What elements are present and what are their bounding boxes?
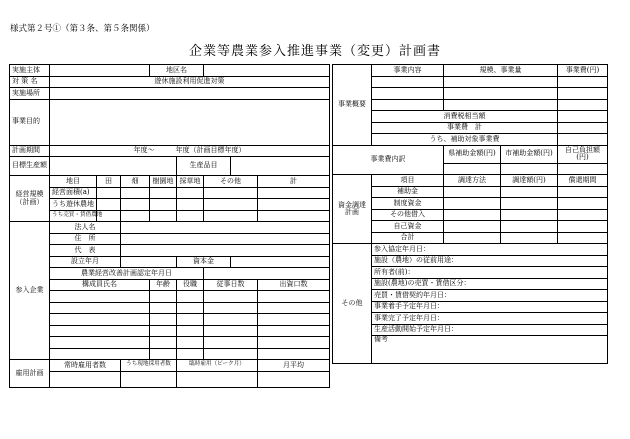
land-cell[interactable] bbox=[177, 199, 204, 211]
other-item[interactable]: 事業着手予定年月日： bbox=[372, 301, 608, 313]
gaiyo-cell[interactable] bbox=[558, 99, 608, 111]
member-cell[interactable] bbox=[50, 348, 150, 360]
label-keiei-kibo: 経営規模（計画） bbox=[10, 176, 50, 222]
field-kaizen-nintei[interactable] bbox=[204, 268, 330, 280]
page-title: 企業等農業参入推進事業（変更）計画書 bbox=[188, 44, 441, 59]
fund-header-houhou: 調達方法 bbox=[444, 175, 501, 187]
koyo-header-rinji: 臨時雇用（ピーク月） bbox=[177, 360, 258, 372]
member-cell[interactable] bbox=[177, 302, 204, 314]
member-cell[interactable] bbox=[258, 337, 330, 349]
member-cell[interactable] bbox=[177, 325, 204, 337]
label-jigyohi-uchiwake: 事業費内訳 bbox=[333, 145, 444, 175]
land-header-juenchi: 樹園地 bbox=[150, 176, 177, 188]
label-setsuritsu: 設立年月 bbox=[50, 256, 121, 268]
member-cell[interactable] bbox=[258, 314, 330, 326]
land-cell[interactable] bbox=[177, 187, 204, 199]
member-cell[interactable] bbox=[177, 337, 204, 349]
label-shohizei: 消費税相当額 bbox=[372, 111, 558, 123]
koyo-cell[interactable] bbox=[50, 371, 121, 387]
member-cell[interactable] bbox=[204, 348, 258, 360]
field-jigyo-mokuteki[interactable] bbox=[50, 99, 330, 145]
land-header-saisochi: 採草地 bbox=[177, 176, 204, 188]
land-cell[interactable] bbox=[204, 199, 258, 211]
fund-cell[interactable] bbox=[558, 209, 608, 221]
land-header-ta: 田 bbox=[97, 176, 121, 188]
field-daihyo[interactable] bbox=[121, 245, 330, 257]
field-jigyohi-kei[interactable] bbox=[558, 122, 608, 134]
field-seisan-hinmoku[interactable] bbox=[231, 157, 330, 176]
fund-cell[interactable] bbox=[558, 232, 608, 244]
member-header-shares: 出資口数 bbox=[258, 279, 330, 291]
fund-cell[interactable] bbox=[444, 186, 501, 198]
fund-cell[interactable] bbox=[444, 221, 501, 233]
other-item[interactable]: 事業完了予定年月日： bbox=[372, 313, 608, 325]
field-chiku-mei[interactable] bbox=[204, 65, 330, 77]
field-shohizei[interactable] bbox=[558, 111, 608, 123]
member-cell[interactable] bbox=[204, 314, 258, 326]
field-jusho[interactable] bbox=[121, 233, 330, 245]
other-item[interactable]: 売買・賃借契約年月日： bbox=[372, 290, 608, 302]
gaiyo-cell[interactable] bbox=[372, 99, 444, 111]
label-keikaku-kikan: 計画期間 bbox=[10, 145, 50, 157]
member-cell[interactable] bbox=[150, 302, 177, 314]
breakdown-cell[interactable] bbox=[558, 163, 608, 175]
land-cell[interactable] bbox=[97, 187, 121, 199]
gaiyo-cell[interactable] bbox=[372, 88, 444, 100]
label-kaizen-nintei: 農業経営改善計画認定年月日 bbox=[50, 268, 204, 280]
label-sonota: その他 bbox=[333, 244, 372, 364]
gaiyo-cell[interactable] bbox=[444, 99, 558, 111]
label-chiku-mei: 地区名 bbox=[150, 65, 204, 77]
fund-cell[interactable] bbox=[501, 198, 558, 210]
land-cell[interactable] bbox=[204, 187, 258, 199]
land-header-sonota: その他 bbox=[204, 176, 258, 188]
label-sannyu-kigyo: 参入企業 bbox=[10, 222, 50, 360]
fund-header-gaku: 調達額(円) bbox=[501, 175, 558, 187]
fund-item: 自己資金 bbox=[372, 221, 444, 233]
label-shihonkin: 資本金 bbox=[177, 256, 231, 268]
member-cell[interactable] bbox=[258, 325, 330, 337]
koyo-header-joji: 常時雇用者数 bbox=[50, 360, 121, 372]
member-cell[interactable] bbox=[258, 291, 330, 303]
fund-item: 補助金 bbox=[372, 186, 444, 198]
field-hojin-mei[interactable] bbox=[121, 222, 330, 234]
other-item[interactable]: 施設(農地)の売買・賃借区分： bbox=[372, 278, 608, 290]
member-cell[interactable] bbox=[204, 325, 258, 337]
breakdown-cell[interactable] bbox=[501, 163, 558, 175]
land-cell[interactable] bbox=[97, 199, 121, 211]
member-header-age: 年齢 bbox=[150, 279, 177, 291]
member-cell[interactable] bbox=[150, 325, 177, 337]
land-header-hata: 畑 bbox=[121, 176, 150, 188]
form-number: 様式第２号①（第３条、第５条関係） bbox=[10, 24, 155, 34]
left-form-table bbox=[9, 64, 330, 388]
land-header-kei: 計 bbox=[258, 176, 330, 188]
breakdown-cell[interactable] bbox=[444, 163, 501, 175]
land-cell[interactable] bbox=[150, 210, 177, 222]
header-jigyohi: 事業費(円) bbox=[558, 65, 608, 77]
fund-cell[interactable] bbox=[501, 209, 558, 221]
member-cell[interactable] bbox=[50, 302, 150, 314]
field-jisshi-basho[interactable] bbox=[50, 88, 330, 100]
member-cell[interactable] bbox=[150, 348, 177, 360]
fund-cell[interactable] bbox=[444, 198, 501, 210]
fund-cell[interactable] bbox=[501, 221, 558, 233]
label-uchi-hojo: うち、補助対象事業費 bbox=[372, 134, 558, 146]
land-cell[interactable] bbox=[204, 210, 258, 222]
value-taisho: 遊休施設利用促進対策 bbox=[50, 76, 330, 88]
label-jisshi-shutai: 実施主体 bbox=[10, 65, 50, 77]
koyo-header-genchi: うち現地採用者数 bbox=[121, 360, 177, 372]
land-cell[interactable] bbox=[150, 199, 177, 211]
fund-item: 合計 bbox=[372, 232, 444, 244]
koyo-cell[interactable] bbox=[177, 371, 258, 387]
gaiyo-cell[interactable] bbox=[558, 88, 608, 100]
other-item[interactable]: 参入協定年月日： bbox=[372, 244, 608, 256]
label-jigyo-mokuteki: 事業目的 bbox=[10, 99, 50, 145]
member-cell[interactable] bbox=[50, 314, 150, 326]
breakdown-header-shi: 市補助金額(円) bbox=[501, 145, 558, 163]
land-row-label: 経営面積(a) bbox=[50, 187, 97, 199]
other-item[interactable]: 所有者(前)： bbox=[372, 267, 608, 279]
member-cell[interactable] bbox=[150, 337, 177, 349]
land-cell[interactable] bbox=[258, 210, 330, 222]
gaiyo-cell[interactable] bbox=[558, 76, 608, 88]
header-kibo: 規模、事業量 bbox=[444, 65, 558, 77]
land-header-chimoku: 地目 bbox=[50, 176, 97, 188]
fund-cell[interactable] bbox=[558, 186, 608, 198]
gaiyo-cell[interactable] bbox=[444, 76, 558, 88]
label-koyo-keikaku: 雇用計画 bbox=[10, 360, 50, 388]
breakdown-header-ken: 県補助金額(円) bbox=[444, 145, 501, 163]
land-cell[interactable] bbox=[258, 199, 330, 211]
member-cell[interactable] bbox=[50, 325, 150, 337]
field-jisshi-shutai[interactable] bbox=[50, 65, 150, 77]
fund-cell[interactable] bbox=[558, 221, 608, 233]
label-jisshi-basho: 実施場所 bbox=[10, 88, 50, 100]
label-taisho-mei: 対 策 名 bbox=[10, 76, 50, 88]
gaiyo-cell[interactable] bbox=[444, 88, 558, 100]
other-item[interactable]: 施設（農地）の従前用途： bbox=[372, 255, 608, 267]
member-cell[interactable] bbox=[150, 314, 177, 326]
land-row-label: うち遊休農地 bbox=[50, 199, 97, 211]
label-hojin-mei: 法人名 bbox=[50, 222, 121, 234]
fund-cell[interactable] bbox=[444, 209, 501, 221]
label-jigyohi-kei: 事業費 計 bbox=[372, 122, 558, 134]
fund-cell[interactable] bbox=[444, 232, 501, 244]
member-header-days: 従事日数 bbox=[204, 279, 258, 291]
field-mokuhyo-seisan[interactable] bbox=[50, 157, 177, 176]
label-seisan-hinmoku: 生産品目 bbox=[177, 157, 231, 176]
land-cell[interactable] bbox=[121, 187, 150, 199]
label-mokuhyo-seisan: 目標生産額 bbox=[10, 157, 50, 176]
land-cell[interactable] bbox=[258, 187, 330, 199]
land-cell[interactable] bbox=[177, 210, 204, 222]
land-cell[interactable] bbox=[121, 210, 150, 222]
member-cell[interactable] bbox=[50, 337, 150, 349]
member-cell[interactable] bbox=[258, 348, 330, 360]
member-cell[interactable] bbox=[177, 314, 204, 326]
member-cell[interactable] bbox=[150, 291, 177, 303]
land-cell[interactable] bbox=[150, 187, 177, 199]
label-jigyo-gaiyo: 事業概要 bbox=[333, 65, 372, 146]
breakdown-header-jiko: 自己負担額(円) bbox=[558, 145, 608, 163]
label-shikin-chotatsu: 資金調達計画 bbox=[333, 175, 372, 244]
value-keikaku-kikan: 年度～ 年度（計画目標年度） bbox=[50, 145, 330, 157]
fund-header-koumoku: 項目 bbox=[372, 175, 444, 187]
right-form-table bbox=[332, 64, 608, 364]
fund-item: その他借入 bbox=[372, 209, 444, 221]
gaiyo-cell[interactable] bbox=[372, 76, 444, 88]
fund-header-kikan: 償還期間 bbox=[558, 175, 608, 187]
other-item[interactable]: 生産活動開始予定年月日： bbox=[372, 324, 608, 336]
land-cell[interactable] bbox=[121, 199, 150, 211]
land-row-label: うち売買・賃借農地 bbox=[50, 210, 97, 222]
member-cell[interactable] bbox=[177, 348, 204, 360]
koyo-header-tsuki: 月平均 bbox=[258, 360, 330, 372]
other-item-biko[interactable]: 備考 bbox=[372, 336, 608, 364]
field-shihonkin[interactable] bbox=[231, 256, 330, 268]
member-cell[interactable] bbox=[177, 291, 204, 303]
fund-cell[interactable] bbox=[501, 186, 558, 198]
member-cell[interactable] bbox=[204, 291, 258, 303]
member-cell[interactable] bbox=[50, 291, 150, 303]
fund-item: 制度資金 bbox=[372, 198, 444, 210]
member-cell[interactable] bbox=[258, 302, 330, 314]
koyo-cell[interactable] bbox=[258, 371, 330, 387]
member-cell[interactable] bbox=[204, 302, 258, 314]
fund-cell[interactable] bbox=[501, 232, 558, 244]
label-daihyo: 代 表 bbox=[50, 245, 121, 257]
label-jusho: 住 所 bbox=[50, 233, 121, 245]
member-cell[interactable] bbox=[204, 337, 258, 349]
field-uchi-hojo[interactable] bbox=[558, 134, 608, 146]
field-setsuritsu[interactable] bbox=[121, 256, 177, 268]
member-header-name: 構成員氏名 bbox=[50, 279, 150, 291]
member-header-role: 役職 bbox=[177, 279, 204, 291]
fund-cell[interactable] bbox=[558, 198, 608, 210]
koyo-cell[interactable] bbox=[121, 371, 177, 387]
header-jigyo-naiyo: 事業内容 bbox=[372, 65, 444, 77]
